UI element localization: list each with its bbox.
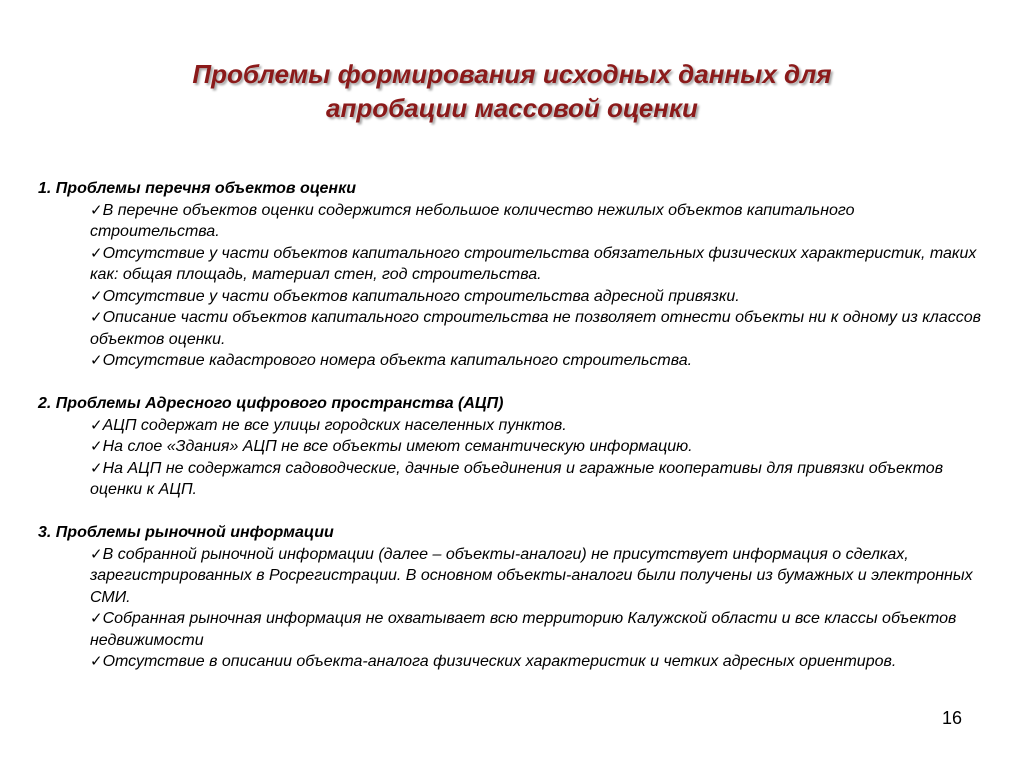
list-item — [90, 415, 988, 437]
list-item — [90, 544, 988, 609]
section-market-info — [38, 522, 988, 673]
list-item — [90, 436, 988, 458]
list-item-text: На АЦП не содержатся садоводческие, дачные объединения и гаражные кооперативы для привязки объектов оценки к АЦП. — [90, 459, 944, 498]
section-address-space — [38, 393, 988, 501]
bullet-list — [38, 200, 988, 372]
slide-title-line-2: апробации массовой оценки — [326, 93, 698, 123]
list-item-text: На слое «Здания» АЦП не все объекты имеют семантическую информацию. — [102, 438, 693, 455]
bullet-list — [38, 415, 988, 501]
list-item — [90, 651, 988, 673]
list-item — [90, 307, 988, 350]
list-item — [90, 608, 988, 651]
list-item — [90, 286, 988, 308]
list-item — [90, 350, 988, 372]
list-item-text: Отсутствие кадастрового номера объекта капитального строительства. — [102, 352, 693, 369]
slide-body — [38, 178, 988, 694]
slide-title-line-1: Проблемы формирования исходных данных для — [192, 59, 832, 89]
checkmark-icon: ✓ — [90, 287, 103, 305]
list-item-text: Отсутствие у части объектов капитального строительства адресной привязки. — [102, 287, 740, 305]
list-item-text: В собранной рыночной информации (далее – объекты-аналоги) не присутствует информация о сделках, зарегистрированных в Росрегистрации. В основном объекты-аналоги были получены из бумажных и электронных СМИ. — [90, 545, 973, 606]
bullet-list — [38, 544, 988, 673]
checkmark-icon: ✓ — [90, 610, 103, 627]
checkmark-icon: ✓ — [90, 653, 103, 670]
checkmark-icon: ✓ — [90, 459, 103, 477]
checkmark-icon: ✓ — [90, 416, 103, 434]
slide-title — [60, 57, 964, 125]
section-heading: 1. Проблемы перечня объектов оценки — [38, 180, 356, 197]
list-item-text: В перечне объектов оценки содержится небольшое количество нежилых объектов капитального строительства. — [90, 201, 855, 240]
checkmark-icon: ✓ — [90, 244, 103, 262]
checkmark-icon: ✓ — [90, 201, 103, 219]
list-item-text: Описание части объектов капитального строительства не позволяет отнести объекты ни к одному из классов объектов оценки. — [90, 309, 981, 348]
list-item — [90, 200, 988, 243]
list-item-text: Отсутствие в описании объекта-аналога физических характеристик и четких адресных ориентиров. — [102, 653, 897, 670]
checkmark-icon: ✓ — [90, 309, 103, 326]
list-item — [90, 243, 988, 286]
list-item — [90, 458, 988, 501]
list-item-text: АЦП содержат не все улицы городских населенных пунктов. — [102, 416, 567, 434]
checkmark-icon: ✓ — [90, 438, 103, 455]
list-item-text: Собранная рыночная информация не охватывает всю территорию Калужской области и все классы объектов недвижимости — [90, 610, 957, 649]
section-object-list — [38, 178, 988, 372]
list-item-text: Отсутствие у части объектов капитального строительства обязательных физических характеристик, таких как: общая площадь, материал стен, год строительства. — [90, 244, 977, 283]
section-heading: 2. Проблемы Адресного цифрового пространства (АЦП) — [38, 395, 504, 412]
checkmark-icon: ✓ — [90, 545, 103, 563]
page-number: 16 — [941, 708, 962, 728]
section-heading: 3. Проблемы рыночной информации — [38, 524, 334, 541]
checkmark-icon: ✓ — [90, 352, 103, 369]
